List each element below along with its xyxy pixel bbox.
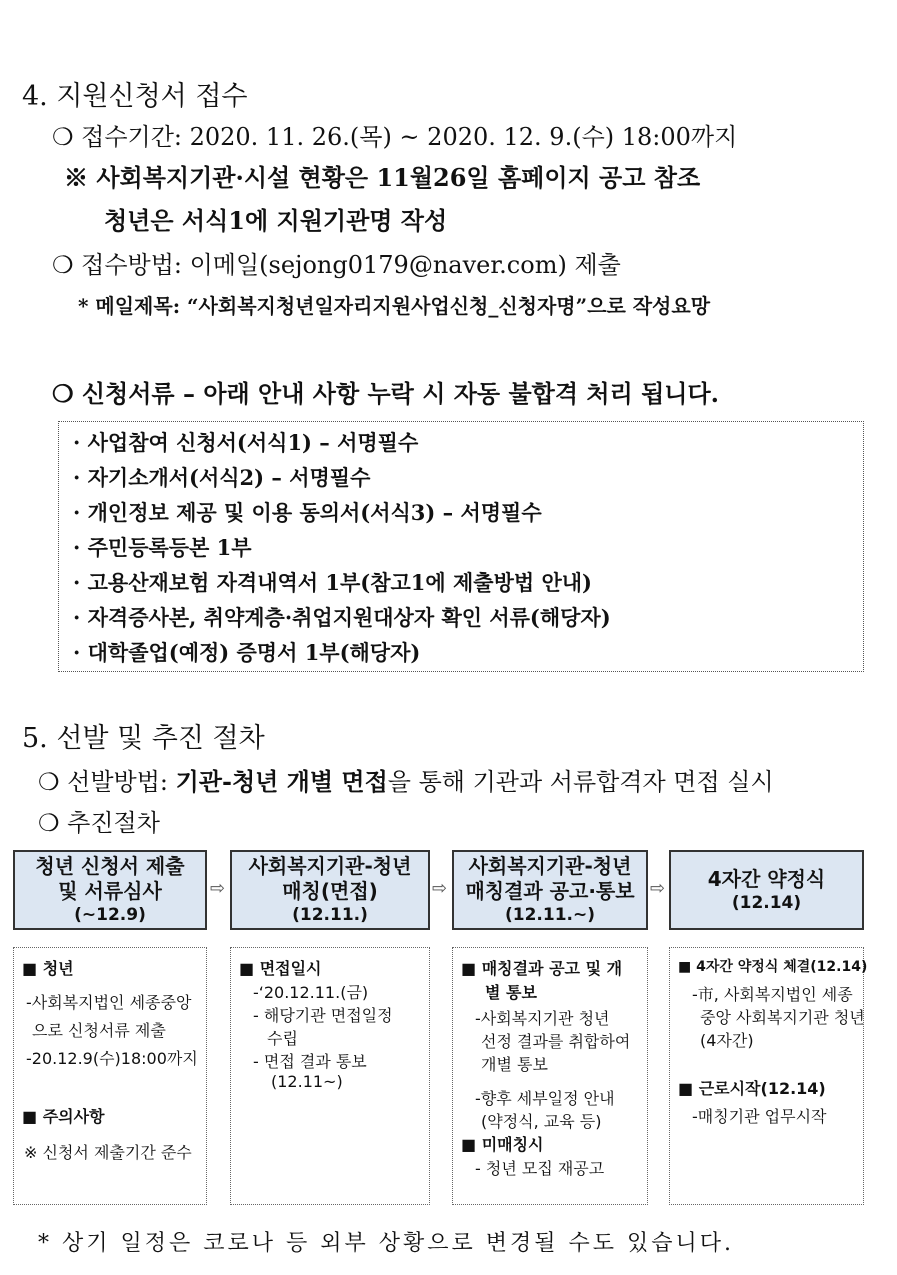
documents-list	[58, 421, 864, 672]
detail-heading: ■ 면접일시	[239, 959, 322, 978]
step-line: 매칭(면접)	[282, 879, 378, 903]
detail-agreement	[669, 947, 868, 1205]
section4-title: 4. 지원신청서 접수	[22, 81, 248, 112]
detail-line: -매칭기관 업무시작	[692, 1107, 827, 1126]
step-result-notice	[452, 850, 648, 930]
document-item: · 주민등록등본 1부	[73, 535, 252, 560]
detail-line: - 청년 모집 재공고	[475, 1159, 605, 1178]
step-agreement	[669, 850, 864, 930]
detail-heading: ■ 주의사항	[22, 1107, 105, 1126]
documents-header: ❍ 신청서류 – 아래 안내 사항 누락 시 자동 불합격 처리 됩니다.	[52, 379, 720, 408]
footer-note: * 상기 일정은 코로나 등 외부 상황으로 변경될 수도 있습니다.	[38, 1231, 734, 1256]
detail-line: - 면접 결과 통보	[253, 1052, 367, 1071]
step-line: 매칭결과 공고·통보	[465, 879, 635, 903]
detail-result-notice	[452, 947, 648, 1205]
document-item: · 자격증사본, 취약계층·취업지원대상자 확인 서류(해당자)	[73, 605, 611, 630]
detail-heading: ■ 근로시작(12.14)	[678, 1079, 826, 1098]
detail-line: ※ 신청서 제출기간 준수	[24, 1143, 192, 1162]
detail-line: -‘20.12.11.(금)	[253, 983, 369, 1002]
selection-method	[38, 762, 774, 797]
step-date: (~12.9)	[74, 905, 146, 925]
arrow-icon: ⇨	[432, 878, 448, 899]
section5-title: 5. 선발 및 추진 절차	[22, 723, 265, 754]
selection-suffix: 을 통해 기관과 서류합격자 면접 실시	[387, 768, 774, 796]
detail-line: -사회복지기관 청년	[475, 1009, 610, 1028]
detail-matching	[230, 947, 430, 1205]
detail-heading: 별 통보	[485, 983, 537, 1002]
detail-line: (12.11~)	[271, 1072, 343, 1091]
detail-heading: ■ 매칭결과 공고 및 개	[461, 959, 623, 978]
detail-line: -市, 사회복지법인 세종	[692, 985, 853, 1004]
mail-subject-note: * 메일제목: “사회복지청년일자리지원사업신청_신청자명”으로 작성요망	[78, 294, 711, 318]
step-application	[13, 850, 207, 930]
arrow-icon: ⇨	[650, 878, 666, 899]
detail-line: 선정 결과를 취합하여	[481, 1032, 631, 1051]
detail-application	[13, 947, 207, 1205]
detail-line: 수립	[267, 1029, 298, 1048]
detail-line: -향후 세부일정 안내	[475, 1089, 615, 1108]
document-item: · 사업참여 신청서(서식1) – 서명필수	[73, 430, 419, 455]
detail-line: (약정식, 교육 등)	[481, 1112, 602, 1131]
reception-method: ❍ 접수방법: 이메일(sejong0179@naver.com) 제출	[52, 251, 621, 279]
step-line: 4자간 약정식	[707, 866, 826, 891]
detail-line: 중앙 사회복지기관 청년	[700, 1008, 865, 1027]
detail-line: 으로 신청서류 제출	[32, 1021, 166, 1040]
step-date: (12.11.)	[292, 905, 368, 925]
detail-line: (4자간)	[700, 1031, 754, 1050]
selection-bold: 기관-청년 개별 면접	[175, 767, 388, 796]
detail-heading: ■ 미매칭시	[461, 1135, 544, 1154]
step-line: 사회복지기관-청년	[468, 854, 632, 878]
step-date: (12.14)	[731, 892, 802, 913]
arrow-icon: ⇨	[210, 878, 226, 899]
detail-line: - 해당기관 면접일정	[253, 1006, 393, 1025]
facility-note: ※ 사회복지기관·시설 현황은 11월26일 홈페이지 공고 참조	[64, 163, 701, 192]
selection-prefix: ❍ 선발방법:	[38, 768, 176, 796]
step-line: 사회복지기관-청년	[248, 854, 412, 878]
document-item: · 개인정보 제공 및 이용 동의서(서식3) – 서명필수	[73, 500, 542, 525]
document-item: · 대학졸업(예정) 증명서 1부(해당자)	[73, 640, 421, 665]
detail-heading: ■ 4자간 약정식 체결(12.14)	[678, 959, 868, 975]
document-item: · 자기소개서(서식2) – 서명필수	[73, 465, 371, 490]
reception-period: ❍ 접수기간: 2020. 11. 26.(목) ~ 2020. 12. 9.(수) 18:00까지	[52, 123, 738, 151]
detail-line: 개별 통보	[481, 1055, 548, 1074]
step-date: (12.11.~)	[504, 905, 595, 925]
document-item: · 고용산재보험 자격내역서 1부(참고1에 제출방법 안내)	[73, 570, 592, 595]
detail-heading: ■ 청년	[22, 959, 74, 978]
youth-note: 청년은 서식1에 지원기관명 작성	[104, 206, 448, 235]
step-matching	[230, 850, 430, 930]
procedure-label: ❍ 추진절차	[38, 809, 160, 837]
detail-line: -20.12.9(수)18:00까지	[26, 1049, 198, 1068]
detail-line: -사회복지법인 세종중앙	[26, 993, 192, 1012]
step-line: 및 서류심사	[58, 879, 162, 903]
step-line: 청년 신청서 제출	[35, 854, 185, 878]
